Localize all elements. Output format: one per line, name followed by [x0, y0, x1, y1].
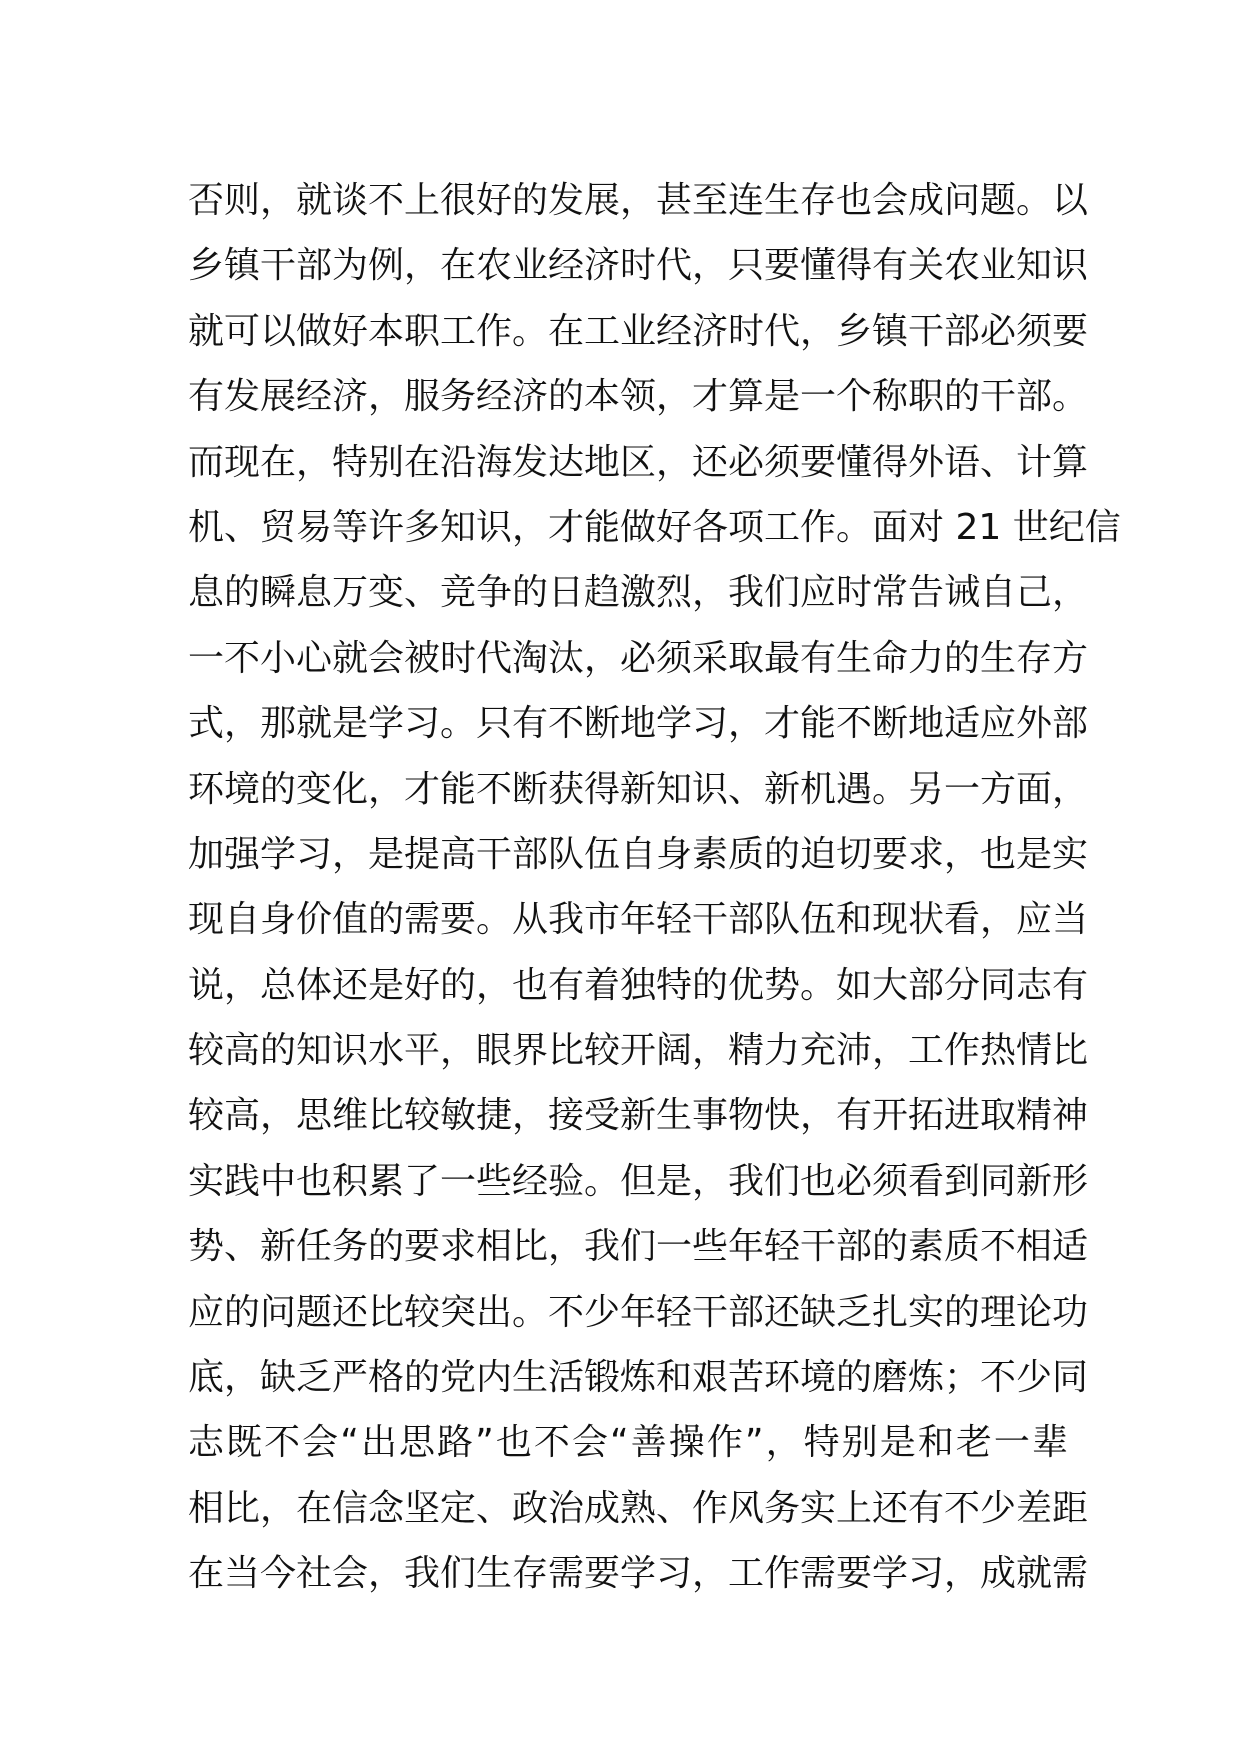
text-line: 式，那就是学习。只有不断地学习，才能不断地适应外部 [188, 703, 1089, 745]
text-line: 相比，在信念坚定、政治成熟、作风务实上还有不少差距 [188, 1487, 1089, 1529]
text-line: 加强学习，是提高干部队伍自身素质的迫切要求，也是实 [188, 833, 1089, 875]
text-line: 机、贸易等许多知识，才能做好各项工作。面对 21 世纪信 [188, 506, 1121, 548]
text-line: 实践中也积累了一些经验。但是，我们也必须看到同新形 [188, 1160, 1089, 1202]
text-line: 底，缺乏严格的党内生活锻炼和艰苦环境的磨炼；不少同 [188, 1357, 1089, 1399]
text-line: 较高，思维比较敏捷，接受新生事物快，有开拓进取精神 [188, 1095, 1089, 1137]
text-line: 在当今社会，我们生存需要学习，工作需要学习，成就需 [188, 1553, 1089, 1595]
body-text [188, 168, 1121, 1607]
text-line: 志既不会“出思路”也不会“善操作”，特别是和老一辈 [188, 1422, 1068, 1464]
text-line: 有发展经济，服务经济的本领，才算是一个称职的干部。 [188, 376, 1089, 418]
text-line: 否则，就谈不上很好的发展，甚至连生存也会成问题。以 [188, 180, 1089, 221]
text-line: 势、新任务的要求相比，我们一些年轻干部的素质不相适 [188, 1226, 1089, 1268]
text-line: 环境的变化，才能不断获得新知识、新机遇。另一方面， [188, 768, 1089, 810]
text-line: 息的瞬息万变、竞争的日趋激烈，我们应时常告诫自己， [188, 572, 1089, 614]
text-line: 而现在，特别在沿海发达地区，还必须要懂得外语、计算 [188, 441, 1089, 483]
text-line: 较高的知识水平，眼界比较开阔，精力充沛，工作热情比 [188, 1030, 1089, 1072]
text-line: 一不小心就会被时代淘汰，必须采取最有生命力的生存方 [188, 637, 1089, 679]
text-line: 应的问题还比较突出。不少年轻干部还缺乏扎实的理论功 [188, 1291, 1089, 1333]
text-line: 现自身价值的需要。从我市年轻干部队伍和现状看，应当 [188, 899, 1089, 941]
text-line: 就可以做好本职工作。在工业经济时代，乡镇干部必须要 [188, 310, 1089, 352]
text-line: 说，总体还是好的，也有着独特的优势。如大部分同志有 [188, 964, 1089, 1006]
text-line: 乡镇干部为例，在农业经济时代，只要懂得有关农业知识 [188, 245, 1089, 287]
